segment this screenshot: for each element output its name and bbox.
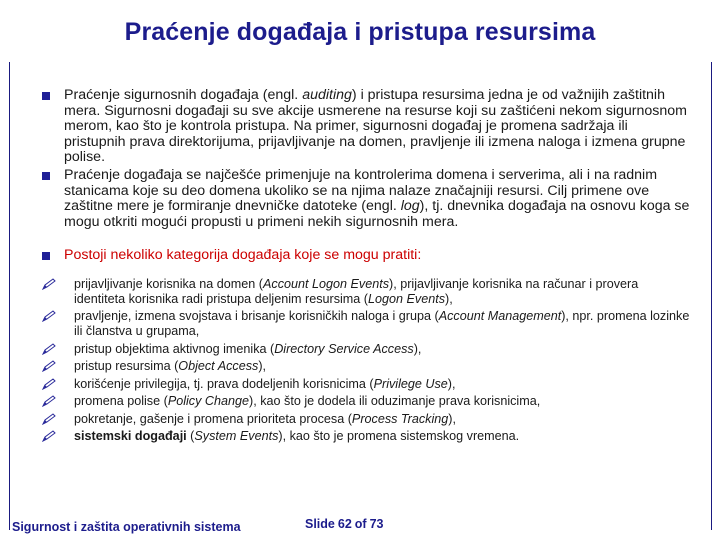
slide-frame-right <box>711 62 712 530</box>
category-text: pristup resursima ( <box>74 359 179 374</box>
bullet-text: Praćenje sigurnosnih događaja (engl. auditing) i pristupa resursima jedna je od važnijih zaštitnih mera. Sigurnosni događaji su sve akcije usmerene na resurse koji su zaštićeni nekom sigurnosnom merom, kao što je kontrola pristupa. Na primer, sigurnosni događaj je promena sadržaja ili pristupnih prava direktorijuma, prijavljivanje na domen, pravljenje ili izmena naloga i izmena grupne polise. <box>64 87 687 166</box>
category-text: Logon Events <box>367 291 446 306</box>
bullet-item <box>42 88 692 166</box>
pencil-bullet-icon <box>42 413 56 425</box>
bullet-text-highlighted: Postoji nekoliko kategorija događaja koje se mogu pratiti: <box>64 247 422 264</box>
pencil-bullet-icon <box>42 278 56 290</box>
pencil-bullet-icon <box>42 395 56 407</box>
category-text: Object Access <box>178 359 259 374</box>
category-item <box>42 342 692 357</box>
category-text: Policy Change <box>167 394 250 409</box>
category-item <box>42 412 692 427</box>
category-text: pokretanje, gašenje i promena prioriteta procesa ( <box>74 411 352 426</box>
bullet-item <box>42 168 692 230</box>
category-text: Privilege Use <box>373 376 448 391</box>
pencil-bullet-icon <box>42 430 56 442</box>
category-text: ), <box>258 359 267 374</box>
slide-frame-left <box>9 62 10 530</box>
category-text: Directory Service Access <box>274 341 414 356</box>
category-text: ), prijavljivanje korisnika na računar i provera identiteta korisnika radi pristupa deljenim resursima ( <box>74 276 639 306</box>
square-bullet-icon <box>42 252 50 260</box>
category-text: promena polise ( <box>74 394 168 409</box>
category-item <box>42 377 692 392</box>
category-text: korišćenje privilegija, tj. prava dodeljenih korisnicima ( <box>74 376 374 391</box>
category-text: ), <box>447 376 456 391</box>
category-text: sistemski događaji <box>74 429 187 444</box>
category-text: pristup objektima aktivnog imenika ( <box>74 341 275 356</box>
category-list <box>42 277 692 445</box>
category-item <box>42 277 692 307</box>
category-text: ( <box>186 429 195 444</box>
bullet-list <box>42 88 692 447</box>
category-text: ), <box>413 341 422 356</box>
category-text: prijavljivanje korisnika na domen ( <box>74 276 263 291</box>
category-text: System Events <box>194 429 279 444</box>
category-item <box>42 429 692 444</box>
category-item <box>42 394 692 409</box>
pencil-bullet-icon <box>42 360 56 372</box>
square-bullet-icon <box>42 92 50 100</box>
category-text: ), <box>445 291 453 306</box>
pencil-bullet-icon <box>42 310 56 322</box>
bullet-item <box>42 248 692 264</box>
square-bullet-icon <box>42 172 50 180</box>
category-item <box>42 359 692 374</box>
category-text: ), <box>448 411 456 426</box>
category-text: ), npr. promena lozinke ili članstva u grupama, <box>74 309 690 339</box>
category-text: ), kao što je dodela ili oduzimanje prava korisnicima, <box>249 394 541 409</box>
bullet-text: Praćenje događaja se najčešće primenjuje na kontrolerima domena i serverima, ali i na radnim stanicama koje su deo domena ukoliko se na njima nalaze značajniji resursi. Cilj primene ove zaštitne mere je formiranje dnevničke datoteke (engl. log), tj. dnevnika događaja na osnovu koga se mogu otkriti mogući propusti u primeni nekih sigurnosnih mera. <box>64 166 690 230</box>
category-text: ), kao što je promena sistemskog vremena. <box>278 429 520 444</box>
pencil-bullet-icon <box>42 378 56 390</box>
footer-slide-number: Slide 62 of 73 <box>305 517 384 531</box>
footer-course-title: Sigurnost i zaštita operativnih sistema <box>12 520 241 534</box>
category-text: Account Logon Events <box>263 276 390 291</box>
category-text: Account Management <box>438 309 562 324</box>
pencil-bullet-icon <box>42 343 56 355</box>
category-text: pravljenje, izmena svojstava i brisanje korisničkih naloga i grupa ( <box>74 309 439 324</box>
category-item <box>42 309 692 339</box>
category-text: Process Tracking <box>351 411 449 426</box>
slide-title: Praćenje događaja i pristupa resursima <box>124 18 596 46</box>
